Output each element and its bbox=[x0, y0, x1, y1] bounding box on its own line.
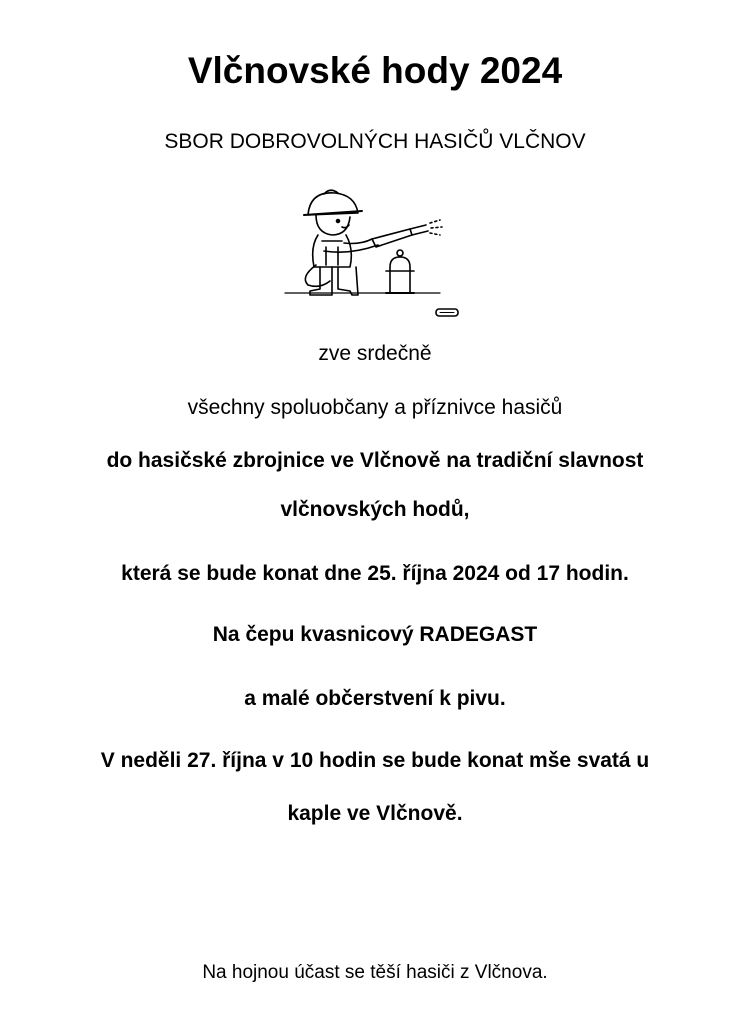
beer-line: Na čepu kvasnicový RADEGAST bbox=[212, 623, 538, 646]
poster-title: Vlčnovské hody 2024 bbox=[187, 50, 563, 91]
venue-line-2: vlčnovských hodů, bbox=[280, 498, 470, 521]
date-line: která se bude konat dne 25. října 2024 od 17 hodin. bbox=[121, 562, 629, 585]
footer-line: Na hojnou účast se těší hasiči z Vlčnova. bbox=[202, 962, 548, 983]
food-line: a malé občerstvení k pivu. bbox=[244, 687, 506, 710]
venue-line-1: do hasičské zbrojnice ve Vlčnově na tradiční slavnost bbox=[106, 449, 644, 472]
audience-line: všechny spoluobčany a příznivce hasičů bbox=[187, 396, 563, 419]
mass-line-1: V neděli 27. října v 10 hodin se bude konat mše svatá u bbox=[100, 749, 650, 772]
invite-line: zve srdečně bbox=[318, 342, 432, 365]
mass-line-2: kaple ve Vlčnově. bbox=[287, 802, 463, 825]
organizer-name: SBOR DOBROVOLNÝCH HASIČŮ VLČNOV bbox=[164, 130, 586, 153]
firefighter-hose-icon bbox=[280, 185, 470, 320]
